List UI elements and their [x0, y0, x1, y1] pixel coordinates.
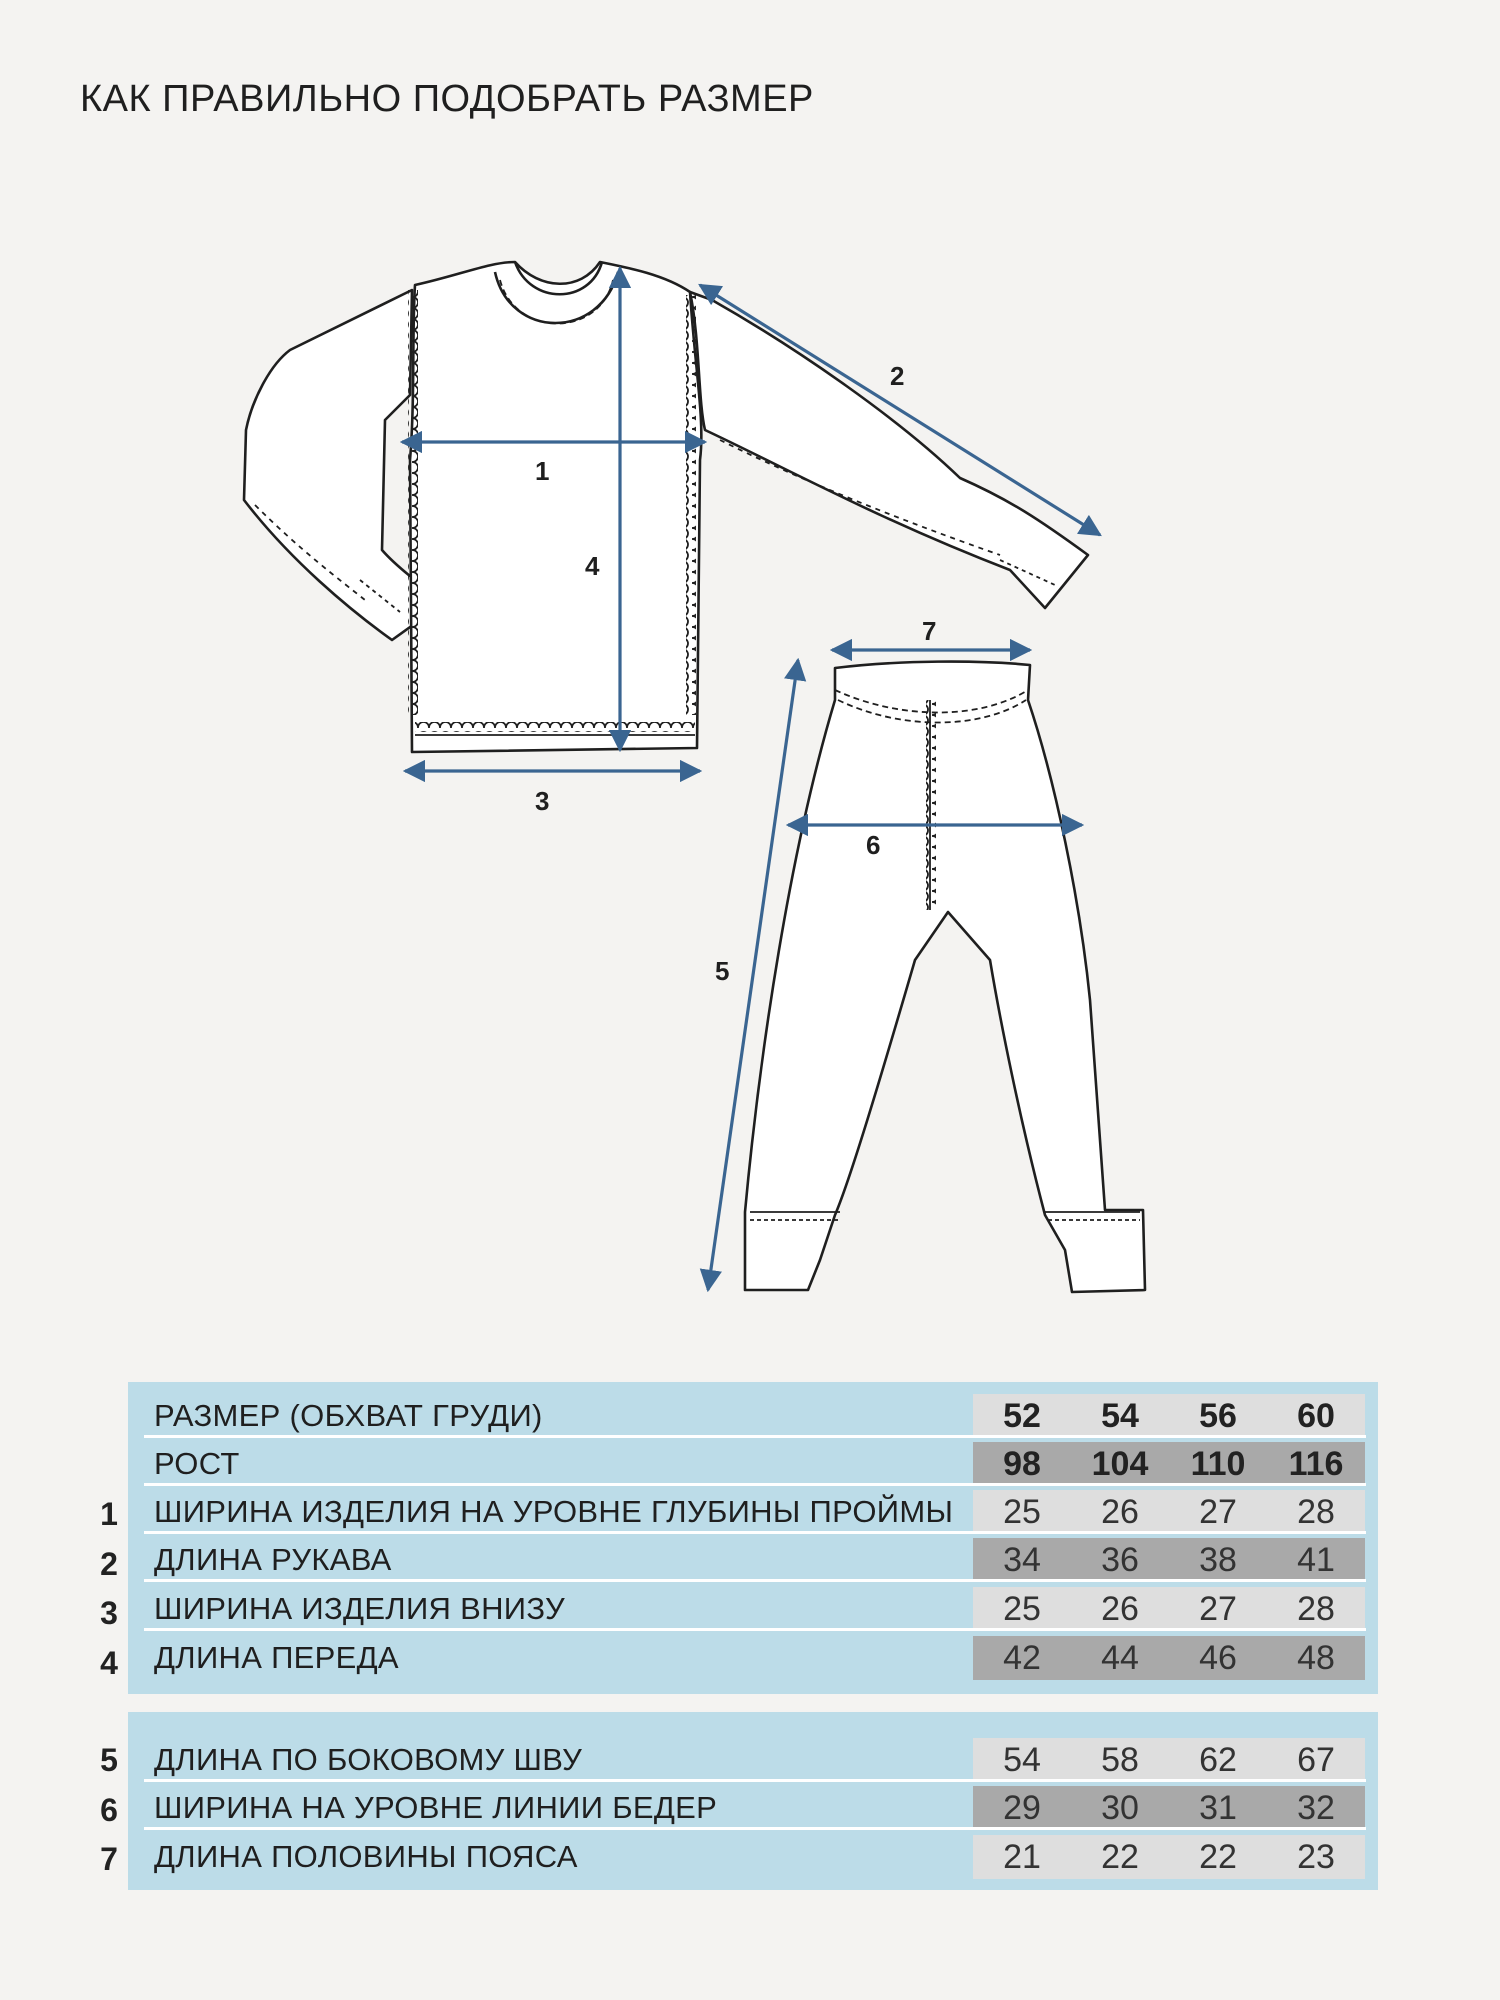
row-values: [973, 1538, 1365, 1582]
table-cell: 22: [1101, 1838, 1139, 1876]
dim-label-6: 6: [866, 830, 881, 860]
table-cell: 116: [1288, 1445, 1344, 1483]
row-values: [973, 1394, 1365, 1438]
table-cell: 98: [1003, 1445, 1041, 1483]
table-cell: 41: [1297, 1541, 1335, 1579]
row-label: РАЗМЕР (ОБХВАТ ГРУДИ): [154, 1398, 543, 1433]
table-row: [128, 1538, 1378, 1582]
row-label: ШИРИНА ИЗДЕЛИЯ НА УРОВНЕ ГЛУБИНЫ ПРОЙМЫ: [154, 1494, 954, 1529]
table-cell: 23: [1297, 1838, 1335, 1876]
table-row: [128, 1786, 1378, 1830]
row-values: [973, 1442, 1365, 1486]
table-cell: 58: [1101, 1741, 1139, 1779]
row-label: ДЛИНА ПОЛОВИНЫ ПОЯСА: [154, 1839, 578, 1874]
row-number: 4: [100, 1645, 118, 1681]
pants-drawing: [745, 662, 1145, 1292]
table-cell: 104: [1091, 1445, 1149, 1483]
table-cell: 42: [1003, 1639, 1041, 1677]
row-number: 6: [100, 1792, 118, 1828]
size-table-bottom: [128, 1712, 1378, 1890]
row-divider: [144, 1628, 1366, 1631]
row-label: ШИРИНА НА УРОВНЕ ЛИНИИ БЕДЕР: [154, 1790, 718, 1825]
table-cell: 21: [1003, 1838, 1041, 1876]
table-cell: 36: [1101, 1541, 1139, 1579]
table-cell: 46: [1199, 1639, 1237, 1677]
table-cell: 38: [1199, 1541, 1237, 1579]
row-label: ДЛИНА РУКАВА: [154, 1542, 392, 1577]
row-divider: [144, 1779, 1366, 1782]
table-cell: 32: [1297, 1789, 1335, 1827]
table-cell: 44: [1101, 1639, 1139, 1677]
row-divider: [144, 1827, 1366, 1830]
row-values: [973, 1738, 1365, 1782]
table-row: [128, 1490, 1378, 1534]
table-cell: 48: [1297, 1639, 1335, 1677]
table-cell: 29: [1003, 1789, 1041, 1827]
table-cell: 60: [1297, 1397, 1335, 1435]
row-divider: [144, 1483, 1366, 1486]
row-number: 3: [100, 1595, 118, 1631]
dim-label-2: 2: [890, 361, 905, 391]
table-cell: 67: [1297, 1741, 1335, 1779]
table-row: [128, 1587, 1378, 1631]
table-cell: 54: [1003, 1741, 1041, 1779]
table-cell: 110: [1190, 1445, 1246, 1483]
row-values: [973, 1636, 1365, 1680]
table-cell: 26: [1101, 1590, 1139, 1628]
row-divider: [144, 1435, 1366, 1438]
table-row: [128, 1442, 1378, 1486]
row-number: 2: [100, 1546, 118, 1582]
dim-label-7: 7: [922, 616, 937, 646]
table-cell: 31: [1199, 1789, 1237, 1827]
row-number: 7: [100, 1841, 118, 1877]
table-cell: 27: [1199, 1493, 1237, 1531]
dim-label-1: 1: [535, 456, 550, 486]
table-cell: 30: [1101, 1789, 1139, 1827]
table-cell: 22: [1199, 1838, 1237, 1876]
row-label: ДЛИНА ПЕРЕДА: [154, 1640, 399, 1675]
dim-label-3: 3: [535, 786, 550, 816]
row-values: [973, 1490, 1365, 1534]
table-row: [128, 1835, 1378, 1879]
row-label: РОСТ: [154, 1446, 240, 1481]
page-title: КАК ПРАВИЛЬНО ПОДОБРАТЬ РАЗМЕР: [80, 78, 814, 120]
row-number: 1: [100, 1496, 118, 1532]
dim-label-5: 5: [715, 956, 730, 986]
dim-label-4: 4: [585, 551, 600, 581]
table-cell: 52: [1003, 1397, 1041, 1435]
row-label: ДЛИНА ПО БОКОВОМУ ШВУ: [154, 1742, 583, 1777]
table-cell: 28: [1297, 1493, 1335, 1531]
table-row: [128, 1394, 1378, 1438]
row-values: [973, 1587, 1365, 1631]
row-values: [973, 1835, 1365, 1879]
table-cell: 54: [1101, 1397, 1139, 1435]
table-cell: 25: [1003, 1493, 1041, 1531]
row-divider: [144, 1531, 1366, 1534]
table-cell: 27: [1199, 1590, 1237, 1628]
table-cell: 25: [1003, 1590, 1041, 1628]
table-cell: 28: [1297, 1590, 1335, 1628]
table-row: [128, 1738, 1378, 1782]
row-label: ШИРИНА ИЗДЕЛИЯ ВНИЗУ: [154, 1591, 566, 1626]
size-table-top: [128, 1382, 1378, 1694]
table-cell: 26: [1101, 1493, 1139, 1531]
table-cell: 34: [1003, 1541, 1041, 1579]
row-divider: [144, 1579, 1366, 1582]
row-number: 5: [100, 1742, 118, 1778]
row-values: [973, 1786, 1365, 1830]
table-cell: 62: [1199, 1741, 1237, 1779]
table-row: [128, 1636, 1378, 1680]
table-cell: 56: [1199, 1397, 1237, 1435]
